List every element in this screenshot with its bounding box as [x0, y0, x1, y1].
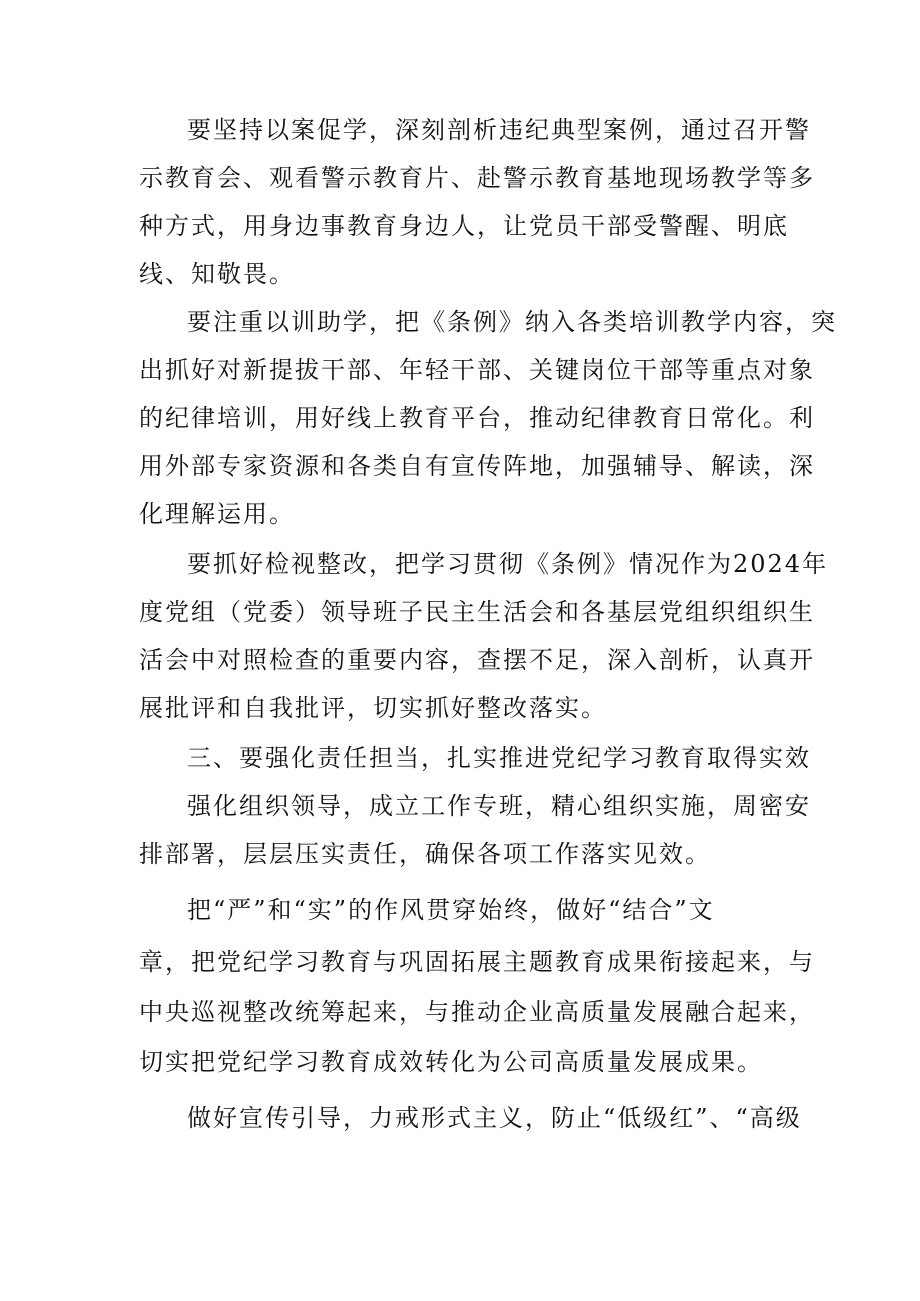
paragraph-2-line-1: 要注重以训助学，把《条例》纳入各类培训教学内容，突	[187, 308, 837, 336]
paragraph-4-line-2: 排部署，层层压实责任，确保各项工作落实见效。	[139, 840, 711, 868]
paragraph-3-line-3: 活会中对照检查的重要内容，查摆不足，深入剖析，认真开	[139, 646, 815, 674]
paragraph-5-line-3: 中央巡视整改统筹起来，与推动企业高质量发展融合起来，	[139, 998, 815, 1026]
paragraph-2-line-2: 出抓好对新提拔干部、年轻干部、关键岗位干部等重点对象	[139, 356, 815, 384]
paragraph-2-line-3: 的纪律培训，用好线上教育平台，推动纪律教育日常化。利	[139, 404, 815, 432]
paragraph-1-line-4: 线、知敬畏。	[139, 260, 295, 288]
paragraph-1-line-2: 示教育会、观看警示教育片、赴警示教育基地现场教学等多	[139, 164, 815, 192]
paragraph-4-line-1: 强化组织领导，成立工作专班，精心组织实施，周密安	[187, 792, 811, 820]
paragraph-1-line-3: 种方式，用身边事教育身边人，让党员干部受警醒、明底	[139, 212, 789, 240]
paragraph-5-line-2: 章，把党纪学习教育与巩固拓展主题教育成果衔接起来，与	[139, 948, 815, 976]
paragraph-3-line-2: 度党组（党委）领导班子民主生活会和各基层党组织组织生	[139, 598, 815, 626]
paragraph-3-line-4: 展批评和自我批评，切实抓好整改落实。	[139, 694, 607, 722]
section-heading-3: 三、要强化责任担当，扎实推进党纪学习教育取得实效	[187, 744, 811, 772]
paragraph-2-line-4: 用外部专家资源和各类自有宣传阵地，加强辅导、解读，深	[139, 452, 815, 480]
paragraph-5-line-1: 把“严”和“实”的作风贯穿始终，做好“结合”文	[187, 896, 715, 924]
paragraph-6-line-1: 做好宣传引导，力戒形式主义，防止“低级红”、“高级	[187, 1104, 802, 1132]
paragraph-3-line-1: 要抓好检视整改，把学习贯彻《条例》情况作为2024年	[187, 550, 829, 578]
paragraph-5-line-4: 切实把党纪学习教育成效转化为公司高质量发展成果。	[139, 1048, 763, 1076]
paragraph-1-line-1: 要坚持以案促学，深刻剖析违纪典型案例，通过召开警	[187, 116, 811, 144]
paragraph-2-line-5: 化理解运用。	[139, 500, 295, 528]
